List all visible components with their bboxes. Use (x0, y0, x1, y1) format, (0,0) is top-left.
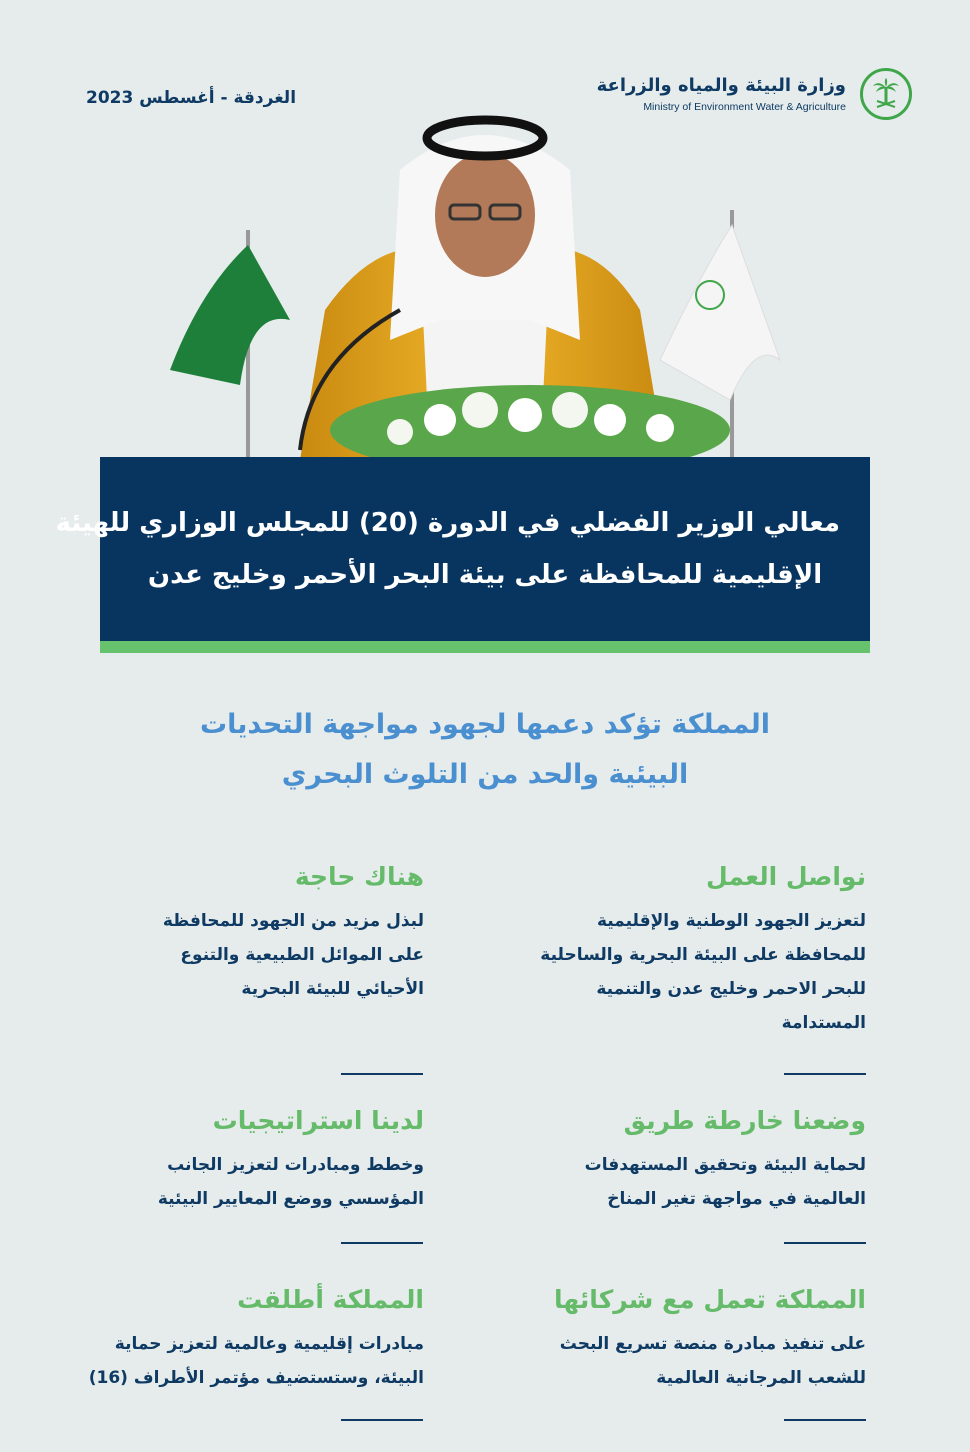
section-title: المملكة أطلقت (237, 1285, 424, 1314)
section-divider (341, 1419, 423, 1421)
section-strategies (64, 1104, 424, 1216)
ministry-name-arabic: وزارة البيئة والمياه والزراعة (596, 75, 846, 96)
ministry-name-english: Ministry of Environment Water & Agriculture (643, 101, 846, 113)
section-kingdom-launched (44, 1283, 424, 1395)
minister-photo (100, 110, 870, 460)
section-title: لدينا استراتيجيات (212, 1106, 424, 1135)
section-line: لحماية البيئة وتحقيق المستهدفات (584, 1155, 866, 1175)
section-line: مبادرات إقليمية وعالمية لتعزيز حماية (114, 1334, 424, 1354)
section-divider (784, 1073, 866, 1075)
banner-accent-bar (100, 641, 870, 653)
headline-banner (55, 457, 870, 641)
section-line: المؤسسي ووضع المعايير البيئية (157, 1189, 424, 1209)
section-title: نواصل العمل (706, 862, 866, 891)
section-partners (486, 1283, 866, 1395)
section-line: البيئة، وستستضيف مؤتمر الأطراف (16) (88, 1368, 424, 1388)
section-line: المستدامة (781, 1013, 866, 1033)
section-title: المملكة تعمل مع شركائها (554, 1285, 866, 1314)
headline-line-1: معالي الوزير الفضلي في الدورة (20) للمجلس الوزاري للهيئة (55, 508, 840, 538)
section-line: العالمية في مواجهة تغير المناخ (607, 1189, 866, 1209)
headline-line-2: الإقليمية للمحافظة على بيئة البحر الأحمر وخليج عدن (147, 560, 823, 590)
section-divider (784, 1242, 866, 1244)
section-roadmap (506, 1104, 866, 1216)
section-line: وخطط ومبادرات لتعزيز الجانب (167, 1155, 424, 1175)
subtitle-line-2: البيئية والحد من التلوث البحري (281, 759, 689, 790)
section-line: للمحافظة على البيئة البحرية والساحلية (540, 945, 866, 965)
section-continue-work (506, 860, 866, 1040)
section-line: الأحيائي للبيئة البحرية (241, 979, 424, 999)
date-location: الغردقة - أغسطس 2023 (86, 88, 297, 108)
section-line: على الموائل الطبيعية والتنوع (180, 945, 424, 965)
section-line: على تنفيذ مبادرة منصة تسريع البحث (559, 1334, 866, 1354)
section-line: للبحر الاحمر وخليج عدن والتنمية (596, 979, 866, 999)
subtitle-line-1: المملكة تؤكد دعمها لجهود مواجهة التحديات (199, 709, 771, 740)
section-line: لبذل مزيد من الجهود للمحافظة (162, 911, 424, 931)
section-there-is-need (64, 860, 424, 1006)
section-divider (341, 1242, 423, 1244)
section-line: للشعب المرجانية العالمية (656, 1368, 866, 1388)
subtitle (100, 700, 870, 800)
section-line: لتعزيز الجهود الوطنية والإقليمية (596, 911, 866, 931)
section-title: هناك حاجة (294, 862, 424, 891)
section-title: وضعنا خارطة طريق (623, 1106, 866, 1135)
section-divider (341, 1073, 423, 1075)
section-divider (784, 1419, 866, 1421)
